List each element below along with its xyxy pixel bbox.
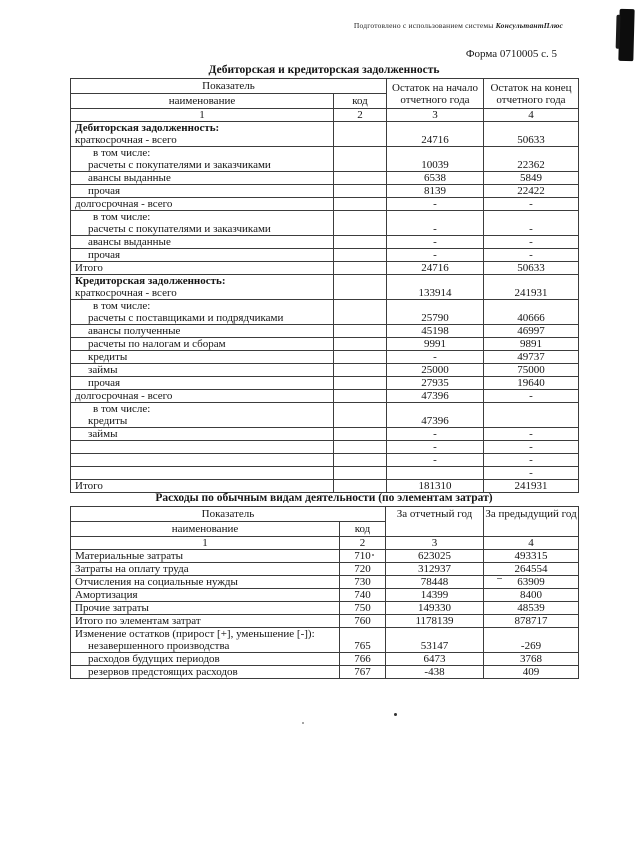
row-label-line [75, 454, 333, 466]
row-value-col3-cell: 6473 [386, 653, 484, 666]
row-label-cell [71, 653, 340, 666]
row-value-col3-cell: 10039 [387, 147, 484, 172]
header-num-4: 4 [484, 109, 579, 122]
prepared-note-text: Подготовлено с использованием системы [353, 21, 496, 30]
row-label-line: расходов будущих периодов [88, 653, 220, 665]
row-value-col3-cell [387, 467, 484, 480]
row-label-cell [71, 351, 334, 364]
row-code-cell [334, 275, 387, 300]
table-row [71, 666, 579, 679]
scan-artifact [618, 9, 634, 61]
row-value-col3-cell: 133914 [387, 275, 484, 300]
row-label-cell [71, 467, 334, 480]
table-row [71, 211, 579, 236]
row-label-cell [71, 147, 334, 172]
row-value-col3-cell: 9991 [387, 338, 484, 351]
row-label-cell [71, 377, 334, 390]
row-value-col4-cell: - [484, 441, 579, 454]
row-value-col3-cell: 623025 [386, 550, 484, 563]
header-balance-end: Остаток на конец отчетного года [484, 79, 579, 109]
row-label-cell [71, 550, 340, 563]
row-value-col4-cell: - [484, 390, 579, 403]
row-code-cell: 760 [340, 615, 386, 628]
row-code-cell [334, 300, 387, 325]
row-value-col3-cell: 53147 [386, 628, 484, 653]
row-code-cell: 766 [340, 653, 386, 666]
table-row [71, 480, 579, 493]
row-code-cell [334, 198, 387, 211]
row-value-col3-cell: 27935 [387, 377, 484, 390]
row-label-line: Прочие затраты [75, 602, 149, 614]
row-label-line: расчеты с поставщиками и подрядчиками [88, 312, 284, 324]
scan-speckle [497, 578, 502, 579]
scan-speckle [302, 722, 304, 724]
row-label-line: в том числе: [93, 300, 151, 312]
row-label-line: долгосрочная - всего [75, 198, 173, 210]
row-label-cell [71, 300, 334, 325]
scan-speckle [394, 713, 397, 716]
row-label-line: Амортизация [75, 589, 138, 601]
row-value-col4-cell: 409 [484, 666, 579, 679]
row-code-cell [334, 428, 387, 441]
row-value-col4-cell: 50633 [484, 122, 579, 147]
row-label-cell [71, 262, 334, 275]
row-value-col3-cell: 14399 [386, 589, 484, 602]
row-code-cell [334, 185, 387, 198]
table-row [71, 172, 579, 185]
row-value-col3-cell: - [387, 351, 484, 364]
expenses-table [70, 506, 579, 679]
row-value-col4-cell: 493315 [484, 550, 579, 563]
row-value-col4-cell: 8400 [484, 589, 579, 602]
header-indicator: Показатель [71, 507, 386, 522]
row-label-cell [71, 666, 340, 679]
row-value-col3-cell: - [387, 198, 484, 211]
row-value-col3-cell: 312937 [386, 563, 484, 576]
row-code-cell [334, 249, 387, 262]
row-label-line: Итого [75, 480, 103, 492]
row-label-line: расчеты по налогам и сборам [88, 338, 226, 350]
row-value-col3-cell: 47396 [387, 390, 484, 403]
table-row [71, 300, 579, 325]
table2-title: Расходы по обычным видам деятельности (по элементам затрат) [155, 492, 493, 504]
row-value-col4-cell: 19640 [484, 377, 579, 390]
header-num-1: 1 [71, 109, 334, 122]
row-value-col4-cell: - [484, 454, 579, 467]
row-value-col3-cell: - [387, 441, 484, 454]
row-value-col3-cell: 47396 [387, 403, 484, 428]
table1-title: Дебиторская и кредиторская задолженность [208, 64, 440, 76]
header-row-indicator [71, 79, 579, 94]
table-row [71, 364, 579, 377]
row-code-cell [334, 403, 387, 428]
row-value-col3-cell: 24716 [387, 262, 484, 275]
row-value-col3-cell: 149330 [386, 602, 484, 615]
row-code-cell: 765 [340, 628, 386, 653]
row-code-cell [334, 480, 387, 493]
row-label-line: авансы полученные [88, 325, 181, 337]
row-label-line: кредиты [88, 351, 128, 363]
row-label-line: в том числе: [93, 147, 151, 159]
row-value-col3-cell: 8139 [387, 185, 484, 198]
row-label-cell [71, 628, 340, 653]
row-label-line: Дебиторская задолженность: [75, 122, 220, 134]
table-row [71, 454, 579, 467]
row-value-col4-cell: - [484, 249, 579, 262]
row-code-cell [334, 338, 387, 351]
row-value-col4-cell: -269 [484, 628, 579, 653]
header-code: код [334, 94, 387, 109]
row-label-line: Изменение остатков (прирост [+], уменьшение [-]): [75, 628, 315, 640]
row-code-cell [334, 390, 387, 403]
row-value-col3-cell: 25000 [387, 364, 484, 377]
row-label-line: прочая [88, 249, 121, 261]
row-value-col3-cell: 45198 [387, 325, 484, 338]
row-value-col4-cell: 5849 [484, 172, 579, 185]
row-label-cell [71, 249, 334, 262]
table-row [71, 653, 579, 666]
row-value-col4-cell: - [484, 467, 579, 480]
table-row [71, 351, 579, 364]
row-label-cell [71, 325, 334, 338]
row-label-cell [71, 236, 334, 249]
row-value-col3-cell: 24716 [387, 122, 484, 147]
form-number: Форма 0710005 с. 5 [465, 48, 557, 60]
row-value-col4-cell: - [484, 211, 579, 236]
table-row [71, 122, 579, 147]
scan-speckle [372, 554, 374, 556]
row-value-col4-cell: 49737 [484, 351, 579, 364]
row-label-line: Итого по элементам затрат [75, 615, 201, 627]
row-value-col4-cell: 241931 [484, 480, 579, 493]
row-label-line: Затраты на оплату труда [75, 563, 189, 575]
row-code-cell [334, 467, 387, 480]
row-label-line: кредиты [88, 415, 128, 427]
table-row [71, 467, 579, 480]
row-value-col3-cell: 1178139 [386, 615, 484, 628]
row-value-col4-cell: 63909 [484, 576, 579, 589]
row-value-col4-cell: 9891 [484, 338, 579, 351]
table-row [71, 275, 579, 300]
row-label-cell [71, 198, 334, 211]
row-label-line: авансы выданные [88, 172, 171, 184]
table-row [71, 262, 579, 275]
row-label-line: прочая [88, 377, 121, 389]
row-label-cell [71, 390, 334, 403]
row-label-cell [71, 122, 334, 147]
row-value-col4-cell: 46997 [484, 325, 579, 338]
row-label-line: займы [88, 364, 118, 376]
header-reporting-year: За отчетный год [386, 507, 484, 537]
row-value-col4-cell [484, 403, 579, 428]
row-label-cell [71, 576, 340, 589]
table-row [71, 589, 579, 602]
row-label-cell [71, 563, 340, 576]
row-label-line: займы [88, 428, 118, 440]
row-code-cell: 740 [340, 589, 386, 602]
row-value-col4-cell: 75000 [484, 364, 579, 377]
row-code-cell: 750 [340, 602, 386, 615]
header-code: код [340, 522, 386, 537]
table-row [71, 390, 579, 403]
header-num-2: 2 [334, 109, 387, 122]
row-code-cell [334, 364, 387, 377]
row-label-line: прочая [88, 185, 121, 197]
table-row [71, 325, 579, 338]
header-previous-year: За предыдущий год [484, 507, 579, 537]
header-indicator: Показатель [71, 79, 387, 94]
row-value-col3-cell: - [387, 211, 484, 236]
row-value-col3-cell: 6538 [387, 172, 484, 185]
row-code-cell [334, 172, 387, 185]
table-row [71, 377, 579, 390]
row-label-cell [71, 589, 340, 602]
table-row [71, 576, 579, 589]
table-row [71, 249, 579, 262]
table-row [71, 428, 579, 441]
header-row-numbers [71, 109, 579, 122]
header-num-3: 3 [387, 109, 484, 122]
row-code-cell [334, 122, 387, 147]
row-label-line: в том числе: [93, 403, 151, 415]
row-label-line: авансы выданные [88, 236, 171, 248]
header-row-indicator [71, 507, 579, 522]
row-label-cell [71, 185, 334, 198]
row-label-cell [71, 602, 340, 615]
header-name: наименование [71, 522, 340, 537]
consultant-plus-brand: КонсультантПлюс [495, 21, 563, 30]
header-name: наименование [71, 94, 334, 109]
header-num-4: 4 [484, 537, 579, 550]
row-label-cell [71, 211, 334, 236]
row-label-cell [71, 275, 334, 300]
row-code-cell: 730 [340, 576, 386, 589]
row-code-cell: 710 [340, 550, 386, 563]
row-label-line: резервов предстоящих расходов [88, 666, 238, 678]
row-label-line [75, 441, 333, 453]
row-value-col4-cell: - [484, 198, 579, 211]
table-row [71, 441, 579, 454]
row-code-cell [334, 441, 387, 454]
row-code-cell [334, 325, 387, 338]
row-code-cell: 767 [340, 666, 386, 679]
row-label-line: краткосрочная - всего [75, 134, 177, 146]
row-value-col4-cell: 878717 [484, 615, 579, 628]
row-value-col4-cell: 22362 [484, 147, 579, 172]
row-code-cell [334, 351, 387, 364]
table-row [71, 185, 579, 198]
row-label-line: в том числе: [93, 211, 151, 223]
row-code-cell [334, 377, 387, 390]
table-row [71, 198, 579, 211]
row-label-line: долгосрочная - всего [75, 390, 173, 402]
row-label-cell [71, 454, 334, 467]
row-label-cell [71, 480, 334, 493]
row-label-cell [71, 172, 334, 185]
header-num-2: 2 [340, 537, 386, 550]
header-row-numbers [71, 537, 579, 550]
row-value-col4-cell: 241931 [484, 275, 579, 300]
row-value-col4-cell: - [484, 236, 579, 249]
row-label-line: краткосрочная - всего [75, 287, 177, 299]
row-code-cell [334, 147, 387, 172]
debit-credit-section [70, 64, 578, 493]
row-label-line: Кредиторская задолженность: [75, 275, 226, 287]
row-label-line: Отчисления на социальные нужды [75, 576, 238, 588]
row-label-cell [71, 364, 334, 377]
row-value-col3-cell: - [387, 249, 484, 262]
table-row [71, 602, 579, 615]
row-code-cell [334, 262, 387, 275]
row-value-col4-cell: 22422 [484, 185, 579, 198]
row-value-col3-cell: - [387, 236, 484, 249]
table-row [71, 550, 579, 563]
row-value-col4-cell: 48539 [484, 602, 579, 615]
row-value-col4-cell: 40666 [484, 300, 579, 325]
row-value-col3-cell: -438 [386, 666, 484, 679]
row-label-line: расчеты с покупателями и заказчиками [88, 223, 271, 235]
header-balance-start: Остаток на начало отчетного года [387, 79, 484, 109]
row-label-line: Материальные затраты [75, 550, 184, 562]
row-value-col4-cell: 50633 [484, 262, 579, 275]
table-row [71, 628, 579, 653]
debit-credit-table [70, 78, 579, 493]
row-value-col4-cell: - [484, 428, 579, 441]
row-code-cell: 720 [340, 563, 386, 576]
row-value-col3-cell: 181310 [387, 480, 484, 493]
table-row [71, 338, 579, 351]
header-num-3: 3 [386, 537, 484, 550]
row-code-cell [334, 236, 387, 249]
row-label-line [75, 467, 333, 479]
row-value-col3-cell: 25790 [387, 300, 484, 325]
table-row [71, 236, 579, 249]
row-value-col3-cell: - [387, 454, 484, 467]
row-value-col3-cell: 78448 [386, 576, 484, 589]
row-label-cell [71, 428, 334, 441]
row-label-cell [71, 615, 340, 628]
table-row [71, 615, 579, 628]
table-row [71, 563, 579, 576]
expenses-section [70, 492, 578, 679]
row-label-line: расчеты с покупателями и заказчиками [88, 159, 271, 171]
prepared-note [354, 21, 563, 30]
row-label-cell [71, 403, 334, 428]
row-value-col3-cell: - [387, 428, 484, 441]
row-label-line: Итого [75, 262, 103, 274]
row-label-cell [71, 338, 334, 351]
table-row [71, 147, 579, 172]
row-code-cell [334, 211, 387, 236]
row-code-cell [334, 454, 387, 467]
table-row [71, 403, 579, 428]
row-value-col4-cell: 264554 [484, 563, 579, 576]
header-num-1: 1 [71, 537, 340, 550]
row-label-line: незавершенного производства [88, 640, 230, 652]
row-value-col4-cell: 3768 [484, 653, 579, 666]
row-label-cell [71, 441, 334, 454]
